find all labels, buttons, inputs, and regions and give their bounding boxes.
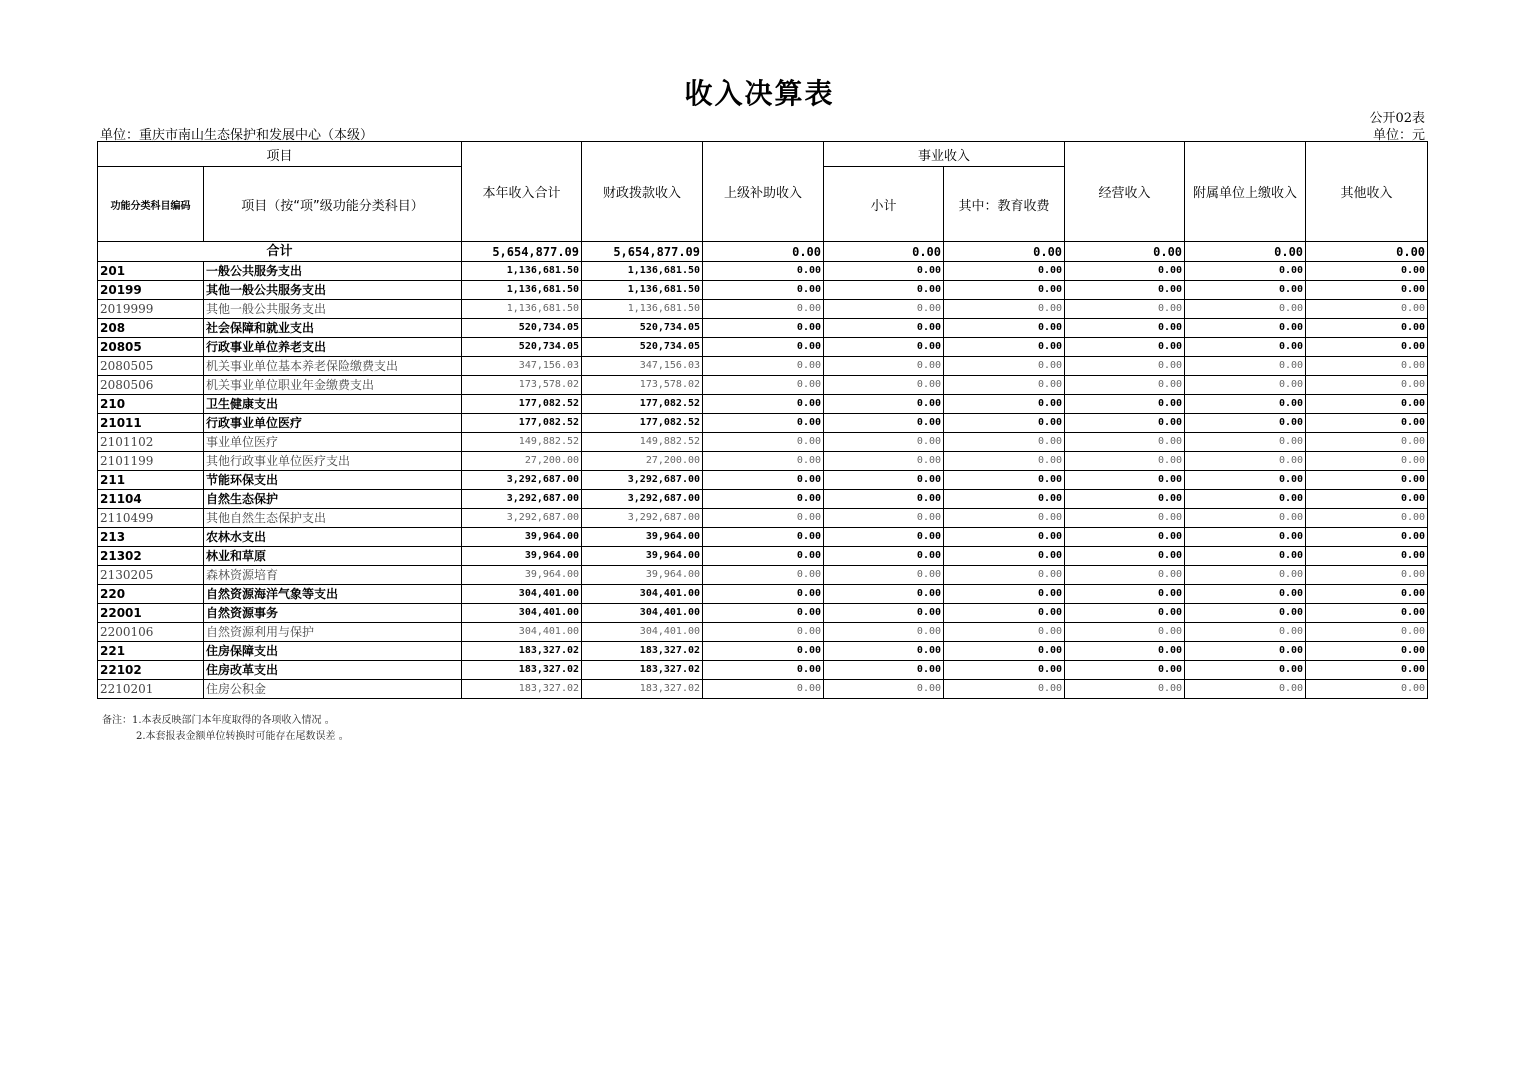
table-row [98,300,1428,319]
row-value: 183,327.02 [582,680,703,699]
row-code: 2080505 [98,357,204,376]
row-value: 3,292,687.00 [582,490,703,509]
total-value: 0.00 [1306,242,1428,262]
row-value: 0.00 [824,319,944,338]
row-value: 0.00 [703,376,824,395]
row-code: 213 [98,528,204,547]
row-value: 0.00 [824,680,944,699]
row-value: 0.00 [1065,338,1185,357]
row-value: 304,401.00 [462,623,582,642]
total-value: 0.00 [944,242,1065,262]
row-value: 173,578.02 [462,376,582,395]
row-value: 177,082.52 [582,414,703,433]
row-code: 201 [98,262,204,281]
row-value: 0.00 [824,395,944,414]
table-row [98,433,1428,452]
row-value: 1,136,681.50 [462,262,582,281]
total-value: 0.00 [1065,242,1185,262]
row-value: 0.00 [1185,452,1306,471]
table-body [98,242,1428,699]
row-value: 177,082.52 [462,395,582,414]
row-value: 0.00 [703,414,824,433]
row-value: 0.00 [703,528,824,547]
row-value: 304,401.00 [462,585,582,604]
row-value: 0.00 [1185,319,1306,338]
row-value: 0.00 [1185,433,1306,452]
row-value: 0.00 [1185,471,1306,490]
row-value: 304,401.00 [582,604,703,623]
row-code: 20199 [98,281,204,300]
row-value: 0.00 [1065,300,1185,319]
row-value: 0.00 [1065,376,1185,395]
row-name: 机关事业单位职业年金缴费支出 [204,376,462,395]
row-value: 183,327.02 [462,661,582,680]
row-value: 0.00 [944,585,1065,604]
row-value: 347,156.03 [582,357,703,376]
row-value: 0.00 [944,376,1065,395]
row-value: 0.00 [824,509,944,528]
row-code: 21011 [98,414,204,433]
row-value: 0.00 [944,281,1065,300]
row-value: 0.00 [1306,281,1428,300]
row-value: 304,401.00 [582,585,703,604]
row-value: 0.00 [1306,300,1428,319]
row-value: 0.00 [944,357,1065,376]
row-code: 221 [98,642,204,661]
row-name: 自然资源事务 [204,604,462,623]
row-value: 0.00 [703,509,824,528]
reporting-unit: 单位：重庆市南山生态保护和发展中心（本级） [100,128,374,143]
header-superior: 上级补助收入 [703,142,824,242]
row-value: 0.00 [703,395,824,414]
row-value: 0.00 [1306,566,1428,585]
row-value: 149,882.52 [582,433,703,452]
row-value: 0.00 [824,566,944,585]
row-name: 其他一般公共服务支出 [204,300,462,319]
row-value: 183,327.02 [462,642,582,661]
note-line: 备注：1.本表反映部门本年度取得的各项收入情况 。 [102,715,335,726]
row-value: 1,136,681.50 [582,262,703,281]
row-value: 0.00 [1306,376,1428,395]
row-code: 2101199 [98,452,204,471]
row-value: 39,964.00 [582,566,703,585]
row-name: 社会保障和就业支出 [204,319,462,338]
table-row [98,661,1428,680]
row-value: 0.00 [824,376,944,395]
row-value: 0.00 [944,528,1065,547]
table-row [98,547,1428,566]
total-value: 0.00 [824,242,944,262]
row-value: 1,136,681.50 [582,281,703,300]
row-value: 0.00 [703,262,824,281]
row-name: 其他自然生态保护支出 [204,509,462,528]
row-value: 0.00 [1306,623,1428,642]
table-row [98,471,1428,490]
row-code: 22001 [98,604,204,623]
header-name: 项目（按“项”级功能分类科目） [204,167,462,242]
row-value: 0.00 [1065,566,1185,585]
row-value: 0.00 [1065,433,1185,452]
row-value: 0.00 [1306,642,1428,661]
row-value: 0.00 [1306,414,1428,433]
row-value: 0.00 [703,623,824,642]
row-value: 39,964.00 [462,566,582,585]
row-value: 39,964.00 [462,547,582,566]
row-name: 自然生态保护 [204,490,462,509]
row-code: 2019999 [98,300,204,319]
table-row [98,509,1428,528]
row-value: 0.00 [1065,604,1185,623]
row-name: 卫生健康支出 [204,395,462,414]
row-value: 0.00 [1065,395,1185,414]
row-value: 0.00 [1306,490,1428,509]
row-value: 177,082.52 [582,395,703,414]
row-value: 0.00 [944,300,1065,319]
table-row [98,281,1428,300]
row-value: 0.00 [824,300,944,319]
row-value: 0.00 [1185,509,1306,528]
header-business-group: 事业收入 [824,142,1065,167]
row-value: 0.00 [944,414,1065,433]
income-table [97,141,1428,699]
form-code: 公开02表 [1369,111,1425,126]
row-value: 0.00 [824,490,944,509]
row-value: 0.00 [1185,528,1306,547]
row-value: 0.00 [1306,604,1428,623]
table-row [98,357,1428,376]
row-value: 1,136,681.50 [462,300,582,319]
row-code: 2101102 [98,433,204,452]
table-row [98,319,1428,338]
row-value: 0.00 [703,281,824,300]
page-title: 收入决算表 [684,77,835,110]
row-value: 0.00 [1065,509,1185,528]
row-code: 2200106 [98,623,204,642]
total-row [98,242,1428,262]
header-code: 功能分类科目编码 [98,167,204,242]
row-value: 0.00 [824,433,944,452]
row-code: 2110499 [98,509,204,528]
table-row [98,376,1428,395]
row-value: 3,292,687.00 [462,509,582,528]
row-name: 事业单位医疗 [204,433,462,452]
row-value: 0.00 [703,661,824,680]
row-value: 0.00 [1185,376,1306,395]
row-value: 347,156.03 [462,357,582,376]
row-value: 183,327.02 [582,642,703,661]
row-value: 0.00 [703,642,824,661]
row-value: 0.00 [1306,319,1428,338]
row-value: 0.00 [1185,395,1306,414]
table-header [98,142,1428,242]
row-value: 0.00 [1065,281,1185,300]
table-row [98,585,1428,604]
row-value: 0.00 [824,262,944,281]
row-name: 其他一般公共服务支出 [204,281,462,300]
row-value: 0.00 [824,471,944,490]
row-value: 520,734.05 [462,319,582,338]
row-value: 0.00 [1185,414,1306,433]
row-value: 0.00 [1065,528,1185,547]
row-value: 0.00 [824,528,944,547]
row-value: 0.00 [1306,338,1428,357]
header-total-income: 本年收入合计 [462,142,582,242]
row-value: 0.00 [1185,357,1306,376]
row-value: 0.00 [944,452,1065,471]
row-code: 220 [98,585,204,604]
row-value: 0.00 [1306,395,1428,414]
row-value: 0.00 [703,585,824,604]
row-value: 0.00 [1185,300,1306,319]
row-value: 0.00 [1065,490,1185,509]
row-value: 0.00 [1185,281,1306,300]
row-value: 177,082.52 [462,414,582,433]
row-name: 住房保障支出 [204,642,462,661]
row-value: 0.00 [944,566,1065,585]
header-project-group: 项目 [98,142,462,167]
note-line: 2.本套报表金额单位转换时可能存在尾数误差 。 [136,731,349,742]
row-value: 0.00 [824,585,944,604]
row-value: 520,734.05 [582,338,703,357]
row-value: 0.00 [703,547,824,566]
table-row [98,604,1428,623]
row-value: 0.00 [1185,661,1306,680]
row-name: 其他行政事业单位医疗支出 [204,452,462,471]
notes [102,713,349,745]
total-value: 0.00 [1185,242,1306,262]
table-row [98,680,1428,699]
row-value: 0.00 [944,604,1065,623]
row-value: 0.00 [1065,452,1185,471]
row-code: 211 [98,471,204,490]
row-value: 0.00 [1306,585,1428,604]
row-value: 39,964.00 [462,528,582,547]
row-name: 机关事业单位基本养老保险缴费支出 [204,357,462,376]
row-value: 0.00 [1306,528,1428,547]
row-name: 一般公共服务支出 [204,262,462,281]
header-subtotal: 小计 [824,167,944,242]
row-value: 0.00 [1306,433,1428,452]
row-value: 0.00 [1306,357,1428,376]
row-value: 0.00 [703,319,824,338]
row-value: 1,136,681.50 [462,281,582,300]
row-name: 住房改革支出 [204,661,462,680]
currency-unit: 单位：元 [1372,128,1425,143]
row-value: 0.00 [824,547,944,566]
total-value: 5,654,877.09 [462,242,582,262]
row-value: 0.00 [824,357,944,376]
header-education: 其中：教育收费 [944,167,1065,242]
row-value: 0.00 [703,357,824,376]
row-value: 0.00 [944,319,1065,338]
table-row [98,566,1428,585]
row-value: 304,401.00 [462,604,582,623]
table-row [98,528,1428,547]
row-value: 0.00 [944,661,1065,680]
row-value: 0.00 [944,490,1065,509]
row-value: 0.00 [1065,680,1185,699]
table-row [98,452,1428,471]
table-row [98,623,1428,642]
row-value: 0.00 [944,262,1065,281]
table-row [98,262,1428,281]
total-value: 0.00 [703,242,824,262]
row-code: 21104 [98,490,204,509]
row-value: 0.00 [824,338,944,357]
row-value: 0.00 [824,281,944,300]
row-value: 0.00 [703,433,824,452]
row-value: 27,200.00 [582,452,703,471]
row-value: 0.00 [703,452,824,471]
row-value: 0.00 [1065,623,1185,642]
row-value: 3,292,687.00 [462,471,582,490]
row-name: 节能环保支出 [204,471,462,490]
row-value: 0.00 [1065,471,1185,490]
row-value: 0.00 [1065,357,1185,376]
header-fiscal: 财政拨款收入 [582,142,703,242]
row-value: 0.00 [944,547,1065,566]
row-value: 0.00 [1185,680,1306,699]
row-name: 行政事业单位医疗 [204,414,462,433]
row-value: 0.00 [944,395,1065,414]
row-value: 0.00 [703,471,824,490]
row-value: 0.00 [824,604,944,623]
header-affiliated: 附属单位上缴收入 [1185,142,1306,242]
header-operating: 经营收入 [1065,142,1185,242]
row-value: 0.00 [824,452,944,471]
row-name: 自然资源利用与保护 [204,623,462,642]
row-value: 0.00 [1065,547,1185,566]
row-code: 22102 [98,661,204,680]
row-value: 0.00 [1185,642,1306,661]
row-value: 0.00 [824,661,944,680]
row-value: 0.00 [703,300,824,319]
row-value: 0.00 [1306,680,1428,699]
row-value: 0.00 [944,471,1065,490]
row-value: 0.00 [703,338,824,357]
table-row [98,642,1428,661]
row-value: 0.00 [1306,661,1428,680]
row-name: 森林资源培育 [204,566,462,585]
row-value: 3,292,687.00 [582,509,703,528]
row-value: 0.00 [1185,566,1306,585]
row-value: 0.00 [944,338,1065,357]
row-value: 0.00 [1065,661,1185,680]
row-value: 0.00 [1306,452,1428,471]
row-value: 0.00 [824,642,944,661]
row-value: 0.00 [1185,547,1306,566]
row-code: 21302 [98,547,204,566]
table-row [98,338,1428,357]
row-value: 27,200.00 [462,452,582,471]
row-value: 0.00 [944,623,1065,642]
row-value: 0.00 [1185,623,1306,642]
row-value: 304,401.00 [582,623,703,642]
total-value: 5,654,877.09 [582,242,703,262]
row-value: 0.00 [1306,547,1428,566]
row-value: 0.00 [1065,585,1185,604]
table-row [98,395,1428,414]
row-value: 0.00 [1065,642,1185,661]
row-name: 农林水支出 [204,528,462,547]
row-value: 173,578.02 [582,376,703,395]
row-value: 520,734.05 [582,319,703,338]
row-code: 210 [98,395,204,414]
row-code: 20805 [98,338,204,357]
row-name: 住房公积金 [204,680,462,699]
row-value: 0.00 [1065,319,1185,338]
row-value: 0.00 [1306,509,1428,528]
row-value: 0.00 [944,642,1065,661]
row-value: 149,882.52 [462,433,582,452]
row-name: 林业和草原 [204,547,462,566]
row-value: 183,327.02 [462,680,582,699]
row-code: 2080506 [98,376,204,395]
row-value: 3,292,687.00 [582,471,703,490]
row-value: 0.00 [944,433,1065,452]
row-value: 183,327.02 [582,661,703,680]
table-row [98,490,1428,509]
row-value: 0.00 [703,680,824,699]
row-value: 0.00 [1306,262,1428,281]
row-code: 2130205 [98,566,204,585]
row-value: 0.00 [944,680,1065,699]
row-value: 0.00 [1185,338,1306,357]
row-value: 0.00 [1065,262,1185,281]
row-name: 自然资源海洋气象等支出 [204,585,462,604]
row-value: 39,964.00 [582,547,703,566]
row-value: 0.00 [1185,604,1306,623]
row-value: 1,136,681.50 [582,300,703,319]
row-value: 0.00 [1306,471,1428,490]
row-code: 2210201 [98,680,204,699]
row-value: 0.00 [1185,262,1306,281]
row-value: 0.00 [824,414,944,433]
row-value: 0.00 [824,623,944,642]
row-value: 0.00 [944,509,1065,528]
total-label: 合计 [98,242,462,262]
row-value: 0.00 [1065,414,1185,433]
row-value: 0.00 [1185,490,1306,509]
row-value: 0.00 [703,490,824,509]
row-value: 0.00 [1185,585,1306,604]
row-value: 39,964.00 [582,528,703,547]
row-value: 3,292,687.00 [462,490,582,509]
table-row [98,414,1428,433]
row-value: 0.00 [703,566,824,585]
row-value: 0.00 [703,604,824,623]
row-code: 208 [98,319,204,338]
header-other: 其他收入 [1306,142,1428,242]
row-name: 行政事业单位养老支出 [204,338,462,357]
row-value: 520,734.05 [462,338,582,357]
